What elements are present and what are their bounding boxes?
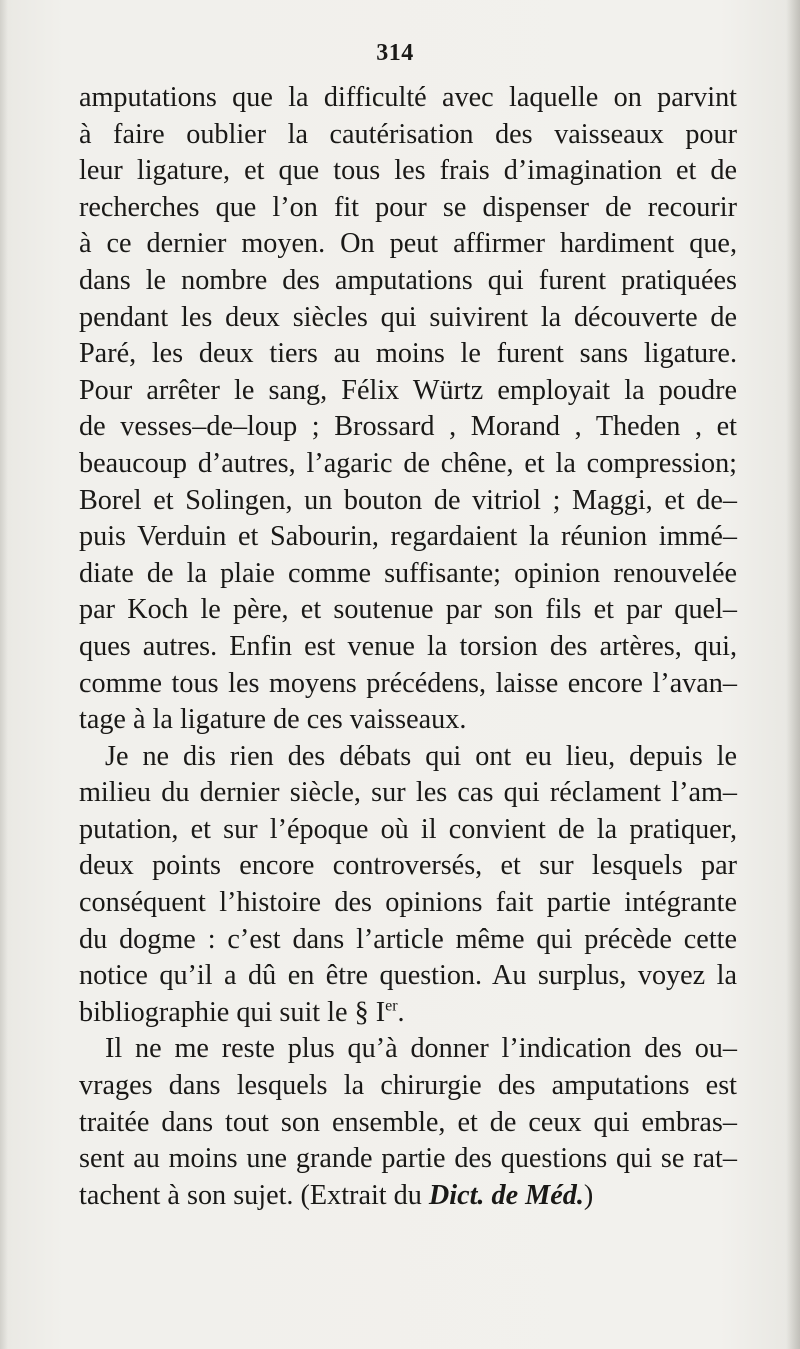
body-text bbox=[79, 80, 737, 1214]
text-line: dans le nombre des amputations qui furent pratiquées bbox=[79, 264, 737, 296]
text-line: vrages dans lesquels la chirurgie des amputations est bbox=[79, 1070, 737, 1102]
text-line: à ce dernier moyen. On peut affirmer hardiment que, bbox=[79, 228, 737, 260]
text-line: milieu du dernier siècle, sur les cas qui réclament l’am– bbox=[79, 777, 737, 809]
text-line: leur ligature, et que tous les frais d’imagination et de bbox=[79, 155, 737, 187]
text-line: Pour arrêter le sang, Félix Würtz employait la poudre bbox=[79, 374, 737, 406]
text-line-section-ref bbox=[79, 995, 737, 1032]
text-line: puis Verduin et Sabourin, regardaient la réunion immé– bbox=[79, 521, 737, 553]
section-ref-text: bibliographie qui suit le § bbox=[79, 996, 369, 1028]
text-line: ques autres. Enfin est venue la torsion des artères, qui, bbox=[79, 630, 737, 662]
text-line: Il ne me reste plus qu’à donner l’indication des ou– bbox=[105, 1033, 737, 1065]
text-line: beaucoup d’autres, l’agaric de chêne, et la compression; bbox=[79, 447, 737, 479]
text-line: Je ne dis rien des débats qui ont eu lieu, depuis le bbox=[105, 740, 737, 772]
text-line: sent au moins une grande partie des questions qui se rat– bbox=[79, 1143, 737, 1175]
text-line-citation bbox=[79, 1178, 737, 1215]
citation-lead: tachent à son sujet. (Extrait du bbox=[79, 1179, 422, 1211]
text-line: Paré, les deux tiers au moins le furent sans ligature. bbox=[79, 338, 737, 370]
text-line: putation, et sur l’époque où il convient de la pratiquer, bbox=[79, 813, 737, 845]
text-line: notice qu’il a dû en être question. Au surplus, voyez la bbox=[79, 960, 737, 992]
text-line: Borel et Solingen, un bouton de vitriol ; Maggi, et de– bbox=[79, 484, 737, 516]
section-ref-period: . bbox=[397, 996, 405, 1028]
text-line: tage à la ligature de ces vaisseaux. bbox=[79, 704, 467, 736]
text-line: à faire oublier la cautérisation des vaisseaux pour bbox=[79, 118, 737, 150]
text-line: diate de la plaie comme suffisante; opinion renouvelée bbox=[79, 557, 737, 589]
text-line: recherches que l’on fit pour se dispenser de recourir bbox=[79, 191, 737, 223]
page-number: 314 bbox=[376, 40, 414, 66]
text-line: amputations que la difficulté avec laquelle on parvint bbox=[79, 82, 737, 113]
text-line: de vesses–de–loup ; Brossard , Morand , Theden , et bbox=[79, 411, 737, 443]
text-line: traitée dans tout son ensemble, et de ceux qui embras– bbox=[79, 1106, 737, 1138]
citation-italic: Dict. de Méd. bbox=[428, 1179, 584, 1211]
section-ref-superscript: er bbox=[385, 997, 398, 1015]
citation-close: ) bbox=[583, 1179, 594, 1211]
page-edge-shadow bbox=[786, 0, 800, 1349]
text-line: du dogme : c’est dans l’article même qui précède cette bbox=[79, 923, 737, 955]
section-ref-number: I bbox=[375, 996, 386, 1028]
text-line: deux points encore controversés, et sur lesquels par bbox=[79, 850, 737, 882]
text-line: par Koch le père, et soutenue par son fils et par quel– bbox=[79, 594, 737, 626]
text-line: conséquent l’histoire des opinions fait partie intégrante bbox=[79, 887, 737, 919]
text-line: comme tous les moyens précédens, laisse encore l’avan– bbox=[79, 667, 737, 699]
text-line: pendant les deux siècles qui suivirent la découverte de bbox=[79, 301, 737, 333]
gutter-shadow bbox=[0, 0, 8, 1349]
